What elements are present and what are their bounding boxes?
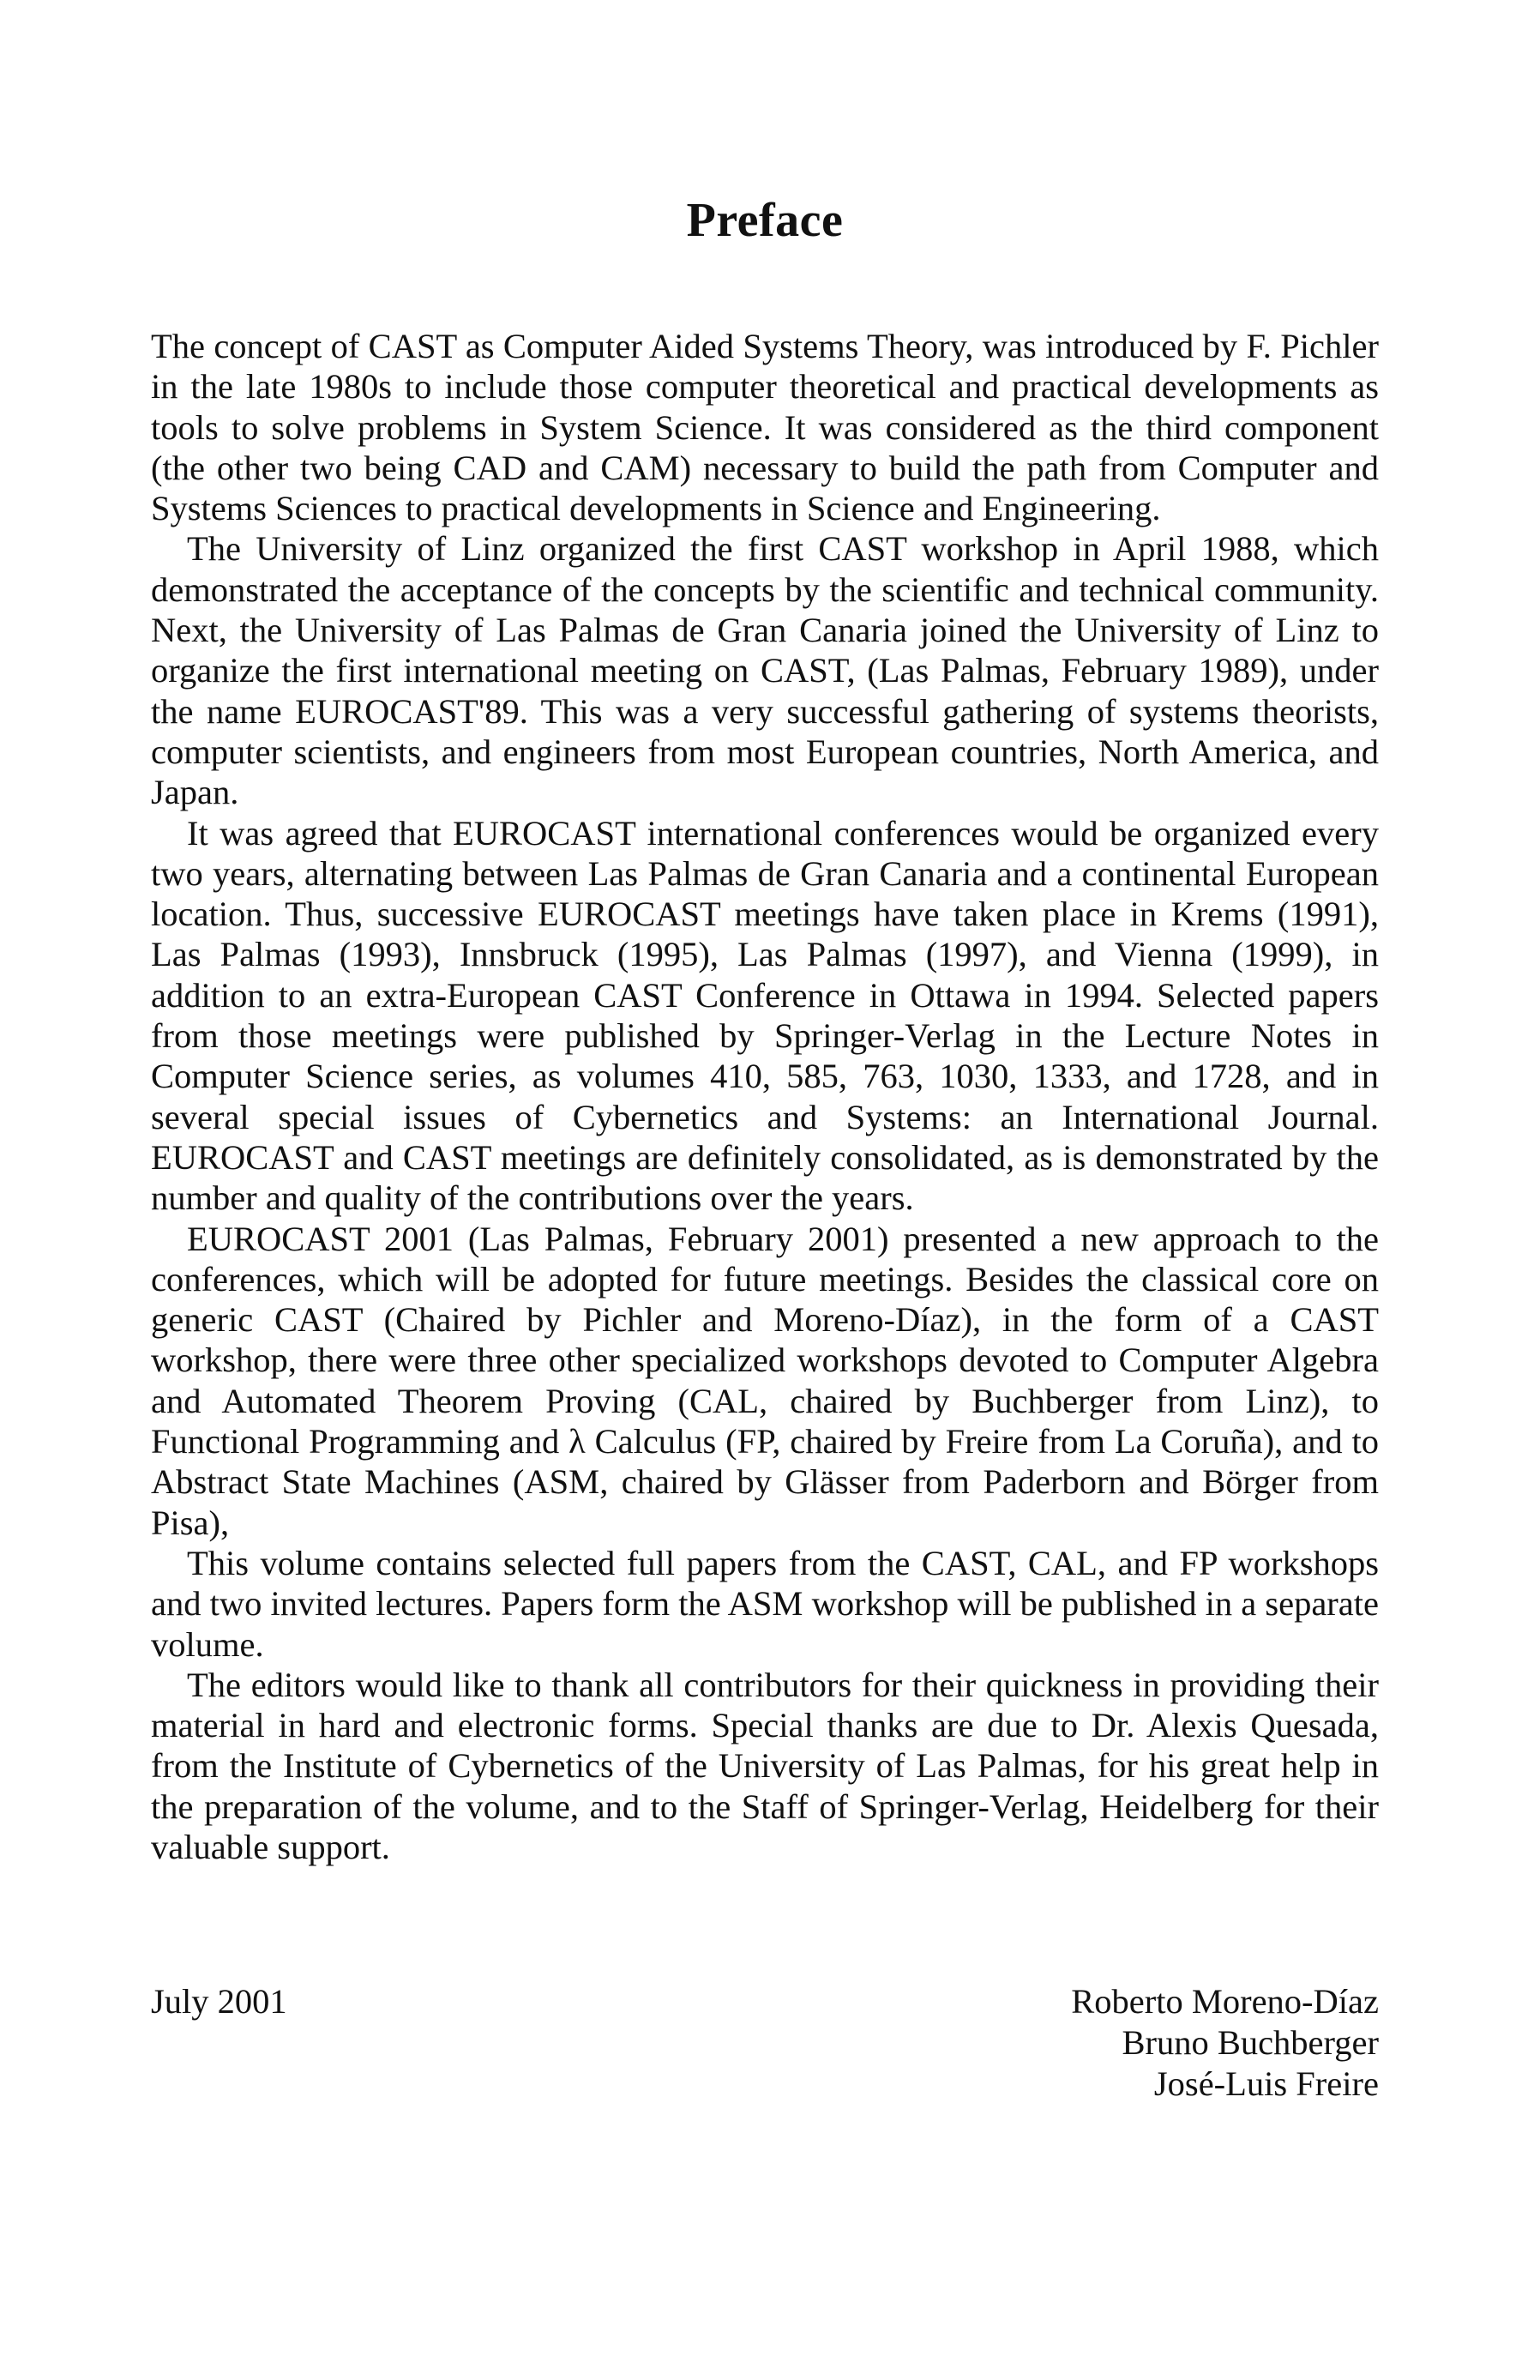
paragraph-1: The concept of CAST as Computer Aided Systems Theory, was introduced by F. Pichler in the late 1980s to include those computer theoretical and practical developments as tools to solve problems in System Science. It was considered as the third component (the other two being CAD and CAM) necessary to build the path from Computer and Systems Sciences to practical developments in Science and Engineering. — [151, 327, 1379, 528]
paragraph-4: EUROCAST 2001 (Las Palmas, February 2001) presented a new approach to the conferences, which will be adopted for future meetings. Besides the classical core on generic CAST (Chaired by Pichler and Moreno-Díaz), in the form of a CAST workshop, there were three other specialized workshops devoted to Computer Algebra and Automated Theorem Proving (CAL, chaired by Buchberger from Linz), to Functional Programming and λ Calculus (FP, chaired by Freire from La Coruña), and to Abstract State Machines (ASM, chaired by Glässer from Paderborn and Börger from Pisa), — [151, 1219, 1379, 1542]
page-title: Preface — [686, 194, 844, 247]
date: July 2001 — [151, 1982, 287, 2021]
preface-body — [151, 326, 1379, 1867]
paragraph-2: The University of Linz organized the first CAST workshop in April 1988, which demonstrated the acceptance of the concepts by the scientific and technical community. Next, the University of Las Palmas de Gran Canaria joined the University of Linz to organize the first international meeting on CAST, (Las Palmas, February 1989), under the name EUROCAST'89. This was a very successful gathering of systems theorists, computer scientists, and engineers from most European countries, North America, and Japan. — [151, 529, 1379, 812]
paragraph-3: It was agreed that EUROCAST international conferences would be organized every two years, alternating between Las Palmas de Gran Canaria and a continental European location. Thus, successive EUROCAST meetings have taken place in Krems (1991), Las Palmas (1993), Innsbruck (1995), Las Palmas (1997), and Vienna (1999), in addition to an extra-European CAST Conference in Ottawa in 1994. Selected papers from those meetings were published by Springer-Verlag in the Lecture Notes in Computer Science series, as volumes 410, 585, 763, 1030, 1333, and 1728, and in several special issues of Cybernetics and Systems: an International Journal. EUROCAST and CAST meetings are definitely consolidated, as is demonstrated by the number and quality of the contributions over the years. — [151, 813, 1379, 1218]
paragraph-5: This volume contains selected full papers from the CAST, CAL, and FP workshops and two invited lectures. Papers form the ASM workshop will be published in a separate volume. — [151, 1543, 1379, 1664]
editors-list — [1071, 1981, 1379, 2105]
editor-name: José-Luis Freire — [1153, 2064, 1379, 2103]
editor-name: Roberto Moreno-Díaz — [1071, 1982, 1379, 2021]
editor-name: Bruno Buchberger — [1122, 2023, 1379, 2062]
paragraph-6: The editors would like to thank all contributors for their quickness in providing their material in hard and electronic forms. Special thanks are due to Dr. Alexis Quesada, from the Institute of Cybernetics of the University of Las Palmas, for his great help in the preparation of the volume, and to the Staff of Springer-Verlag, Heidelberg for their valuable support. — [151, 1665, 1379, 1866]
